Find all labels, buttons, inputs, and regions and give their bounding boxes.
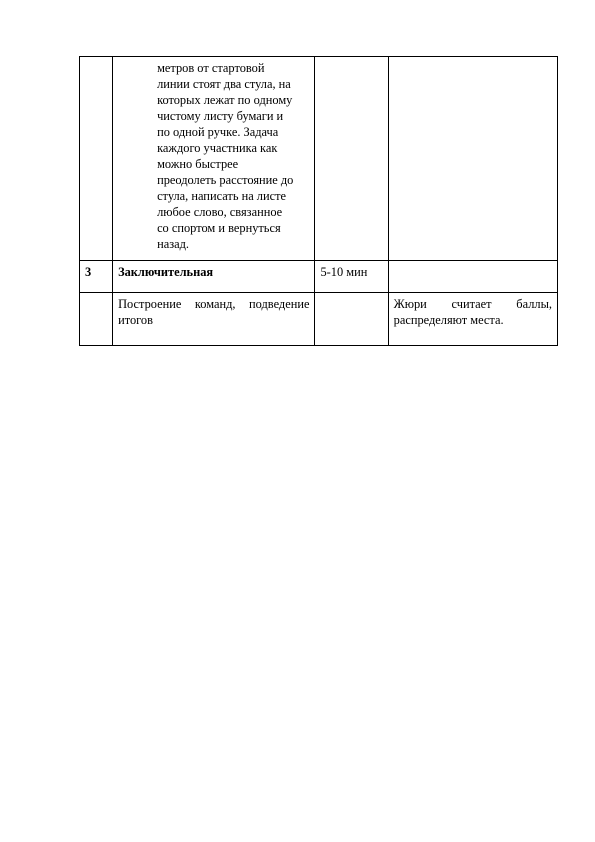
event-plan-table xyxy=(79,56,558,346)
task-description-line: которых лежат по одному xyxy=(157,93,293,107)
cell-duration xyxy=(315,293,388,346)
task-description-line: каждого участника как xyxy=(157,141,278,155)
cell-number xyxy=(80,261,113,293)
task-description-line: линии стоят два стула, на xyxy=(157,77,291,91)
task-description-line: метров от стартовой xyxy=(157,61,265,75)
cell-content xyxy=(113,261,315,293)
cell-number xyxy=(80,57,113,261)
cell-content xyxy=(113,57,315,261)
cell-notes xyxy=(388,293,557,346)
phase-number: 3 xyxy=(85,265,92,279)
final-notes: Жюри считает баллы, распределяют места. xyxy=(393,297,552,327)
cell-duration xyxy=(315,261,388,293)
cell-duration xyxy=(315,57,388,261)
task-description-line: чистому листу бумаги и xyxy=(157,109,284,123)
task-description-line: любое слово, связанное xyxy=(157,205,283,219)
task-description-line: назад. xyxy=(157,237,189,251)
cell-number xyxy=(80,293,113,346)
phase-title: Заключительная xyxy=(118,265,214,279)
task-description-line: преодолеть расстояние до xyxy=(157,173,294,187)
task-description-line: по одной ручке. Задача xyxy=(157,125,279,139)
final-activity: Построение команд, подведение итогов xyxy=(118,297,310,327)
cell-notes xyxy=(388,261,557,293)
phase-duration: 5-10 мин xyxy=(320,265,368,279)
table-row-final xyxy=(80,293,558,346)
table-row-phase xyxy=(80,261,558,293)
task-description-line: со спортом и вернуться xyxy=(157,221,281,235)
table-row-continuation xyxy=(80,57,558,261)
task-description xyxy=(113,57,314,252)
cell-notes xyxy=(388,57,557,261)
task-description-line: стула, написать на листе xyxy=(157,189,287,203)
cell-content xyxy=(113,293,315,346)
task-description-line: можно быстрее xyxy=(157,157,239,171)
